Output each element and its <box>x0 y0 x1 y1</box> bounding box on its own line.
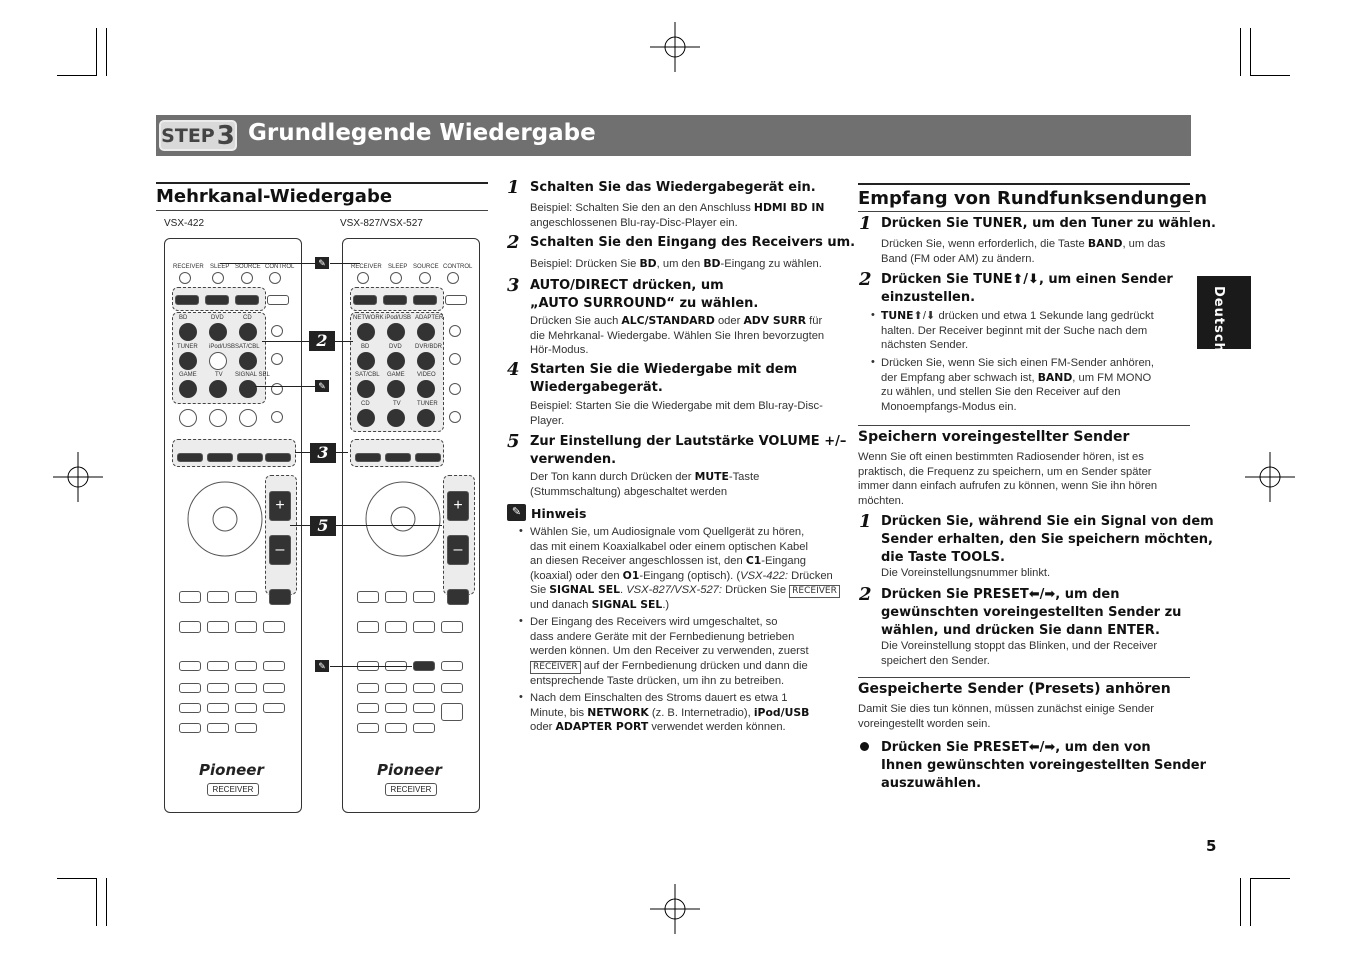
crop-mark <box>1250 878 1251 926</box>
step-number: 2 <box>859 269 872 290</box>
crop-mark <box>96 878 97 926</box>
step-2-title: Schalten Sie den Eingang des Receivers um. <box>530 235 856 250</box>
remote-receiver-label: RECEIVER <box>207 783 259 796</box>
note-icon: ✎ <box>315 380 329 392</box>
step-badge <box>159 120 237 151</box>
page-title: Grundlegende Wiedergabe <box>248 120 596 146</box>
pioneer-logo: Pioneer <box>377 761 442 779</box>
multichannel-heading: Mehrkanal-Wiedergabe <box>156 186 393 207</box>
step-5-body: Der Ton kann durch Drücken der MUTE-Taste (Stummschaltung) abgeschaltet werden <box>530 470 760 498</box>
model-label-b: VSX-827/VSX-527 <box>340 218 423 229</box>
listen-heading: Gespeicherte Sender (Presets) anhören <box>858 681 1171 697</box>
arrow-up-down-icon: ⬆/⬇ <box>913 310 936 322</box>
step-1-body: Beispiel: Schalten Sie den an den Anschluss HDMI BD IN angeschlossenen Blu-ray-Disc-Player ein. <box>530 201 825 229</box>
radio-step-2-title: Drücken Sie TUNE⬆/⬇, um einen Sender einzustellen. <box>881 272 1173 305</box>
bullet-dot: • <box>871 309 875 321</box>
crop-mark <box>1250 878 1290 879</box>
callout-leader <box>336 525 442 526</box>
step-3-title: AUTO/DIRECT drücken, um „AUTO SURROUND“ zu wählen. <box>530 278 759 311</box>
callout-leader <box>255 386 315 387</box>
registration-mark <box>650 884 700 934</box>
section-rule <box>858 183 1190 185</box>
registration-mark <box>1245 452 1295 502</box>
step-2-body: Beispiel: Drücken Sie BD, um den BD-Eingang zu wählen. <box>530 257 822 270</box>
step-number: 1 <box>859 511 872 532</box>
remote-control-vsx422: RECEIVER SLEEP SOURCE CONTROL BD DVD CD TUNER iPod/USB SAT/CBL GAME TV SIGNAL SEL + – Pioneer RECEIVER <box>164 238 302 813</box>
step-number: 3 <box>507 275 520 296</box>
crop-mark <box>106 28 107 76</box>
pioneer-logo: Pioneer <box>199 761 264 779</box>
callout-step-5: 5 <box>310 516 336 536</box>
presets-step-2-body: Die Voreinstellung stoppt das Blinken, und der Receiver speichert den Sender. <box>881 640 1158 667</box>
radio-step-2-bullet-1: TUNE⬆/⬇ drücken und etwa 1 Sekunde lang gedrückt halten. Der Receiver beginnt mit der Suche nach dem nächsten Sender. <box>881 309 1154 351</box>
step-word: STEP <box>161 124 215 147</box>
section-rule <box>858 211 1190 212</box>
section-rule <box>156 182 488 184</box>
bullet-dot: • <box>519 691 523 703</box>
callout-leader <box>295 452 311 453</box>
bullet-dot: • <box>871 356 875 368</box>
step-number: 2 <box>859 584 872 605</box>
remote-control-vsx827: RECEIVER SLEEP SOURCE CONTROL NETWORK iPod/USB ADAPTER BD DVD DVR/BDR SAT/CBL GAME VIDEO CD TV TUNER + – Pioneer RECEIVER <box>342 238 480 813</box>
crop-mark <box>1240 878 1241 926</box>
registration-mark <box>650 22 700 72</box>
crop-mark <box>57 878 97 879</box>
crop-mark <box>1240 28 1241 76</box>
presets-heading: Speichern voreingestellter Sender <box>858 429 1130 445</box>
step-4-title: Starten Sie die Wiedergabe mit dem Wiedergabegerät. <box>530 362 798 395</box>
step-number: 3 <box>216 120 235 151</box>
note-icon: ✎ <box>315 660 329 672</box>
callout-leader <box>220 263 316 264</box>
callout-step-2: 2 <box>309 331 335 351</box>
step-number: 4 <box>507 359 520 380</box>
callout-step-3: 3 <box>310 443 336 463</box>
presets-intro: Wenn Sie oft einen bestimmten Radiosender hören, ist es praktisch, die Frequenz zu speichern, um en Sender später immer dann einfach aufrufen zu können, wenn Sie ihn hören möchten. <box>858 451 1158 507</box>
note-bullet-1: Wählen Sie, um Audiosignale vom Quellgerät zu hören, das mit einem Koaxialkabel oder einem optischen Kabel an diesen Receiver angeschlossen ist, den C1-Eingang (koaxial) oder den O1-Eingang (optisch). (VSX-422: Drücken Sie SIGNAL SEL. VSX-827/VSX-527: Drücken Sie RECEIVER und danach SIGNAL SEL.) <box>530 525 850 613</box>
step-number: 5 <box>507 431 520 452</box>
presets-step-1-body: Die Voreinstellungsnummer blinkt. <box>881 567 1051 579</box>
crop-mark <box>96 28 97 76</box>
note-icon: ✎ <box>315 257 329 269</box>
crop-mark <box>1250 28 1251 76</box>
model-label-a: VSX-422 <box>164 218 205 229</box>
step-5-title: Zur Einstellung der Lautstärke VOLUME +/– verwenden. <box>530 434 847 467</box>
listen-step-title: Drücken Sie PRESET⬅/➡, um den von Ihnen gewünschten voreingestellten Sender auszuwählen. <box>881 740 1207 791</box>
arrow-up-down-icon: ⬆/⬇ <box>1012 272 1039 287</box>
note-bullet-2: Der Eingang des Receivers wird umgeschaltet, so dass andere Geräte mit der Fernbedienung betrieben werden können. Um den Receiver zu verwenden, zuerst RECEIVER auf der Fernbedienung drücken und dann die entsprechende Taste drücken, um ihn zu betreiben. <box>530 616 809 687</box>
section-rule <box>858 425 1190 426</box>
radio-step-2-bullet-2: Drücken Sie, wenn Sie sich einen FM-Sender anhören, der Empfang aber schwach ist, BAND, um FM MONO zu wählen, und stellen Sie den Receiver auf den Monoempfangs-Modus ein. <box>881 357 1154 413</box>
bullet-dot: • <box>519 615 523 627</box>
step-number: 2 <box>507 232 520 253</box>
crop-mark <box>57 75 97 76</box>
crop-mark <box>1250 75 1290 76</box>
note-icon: ✎ <box>507 504 526 521</box>
callout-leader <box>330 666 412 667</box>
callout-leader <box>335 341 353 342</box>
bullet-dot <box>860 742 869 751</box>
registration-mark <box>53 452 103 502</box>
page-number: 5 <box>1206 837 1217 855</box>
header-bar <box>156 115 1191 156</box>
radio-step-1-body: Drücken Sie, wenn erforderlich, die Taste BAND, um das Band (FM oder AM) zu ändern. <box>881 237 1166 265</box>
arrow-left-right-icon: ⬅/➡ <box>1028 740 1056 755</box>
language-tab-label: Deutsch <box>1211 286 1226 353</box>
bullet-dot: • <box>519 525 523 537</box>
step-3-body: Drücken Sie auch ALC/STANDARD oder ADV SURR für die Mehrkanal- Wiedergabe. Wählen Sie Ihren bevorzugten Hör-Modus. <box>530 314 825 356</box>
radio-heading: Empfang von Rundfunksendungen <box>858 188 1208 209</box>
step-1-title: Schalten Sie das Wiedergabegerät ein. <box>530 180 816 195</box>
section-rule <box>156 210 488 211</box>
remote-receiver-label: RECEIVER <box>385 783 437 796</box>
arrow-left-right-icon: ⬅/➡ <box>1028 587 1056 602</box>
step-4-body: Beispiel: Starten Sie die Wiedergabe mit dem Blu-ray-Disc- Player. <box>530 400 823 427</box>
callout-leader <box>290 525 310 526</box>
step-number: 1 <box>507 177 520 198</box>
note-heading: Hinweis <box>531 506 587 521</box>
callout-leader <box>336 452 348 453</box>
presets-step-2-title: Drücken Sie PRESET⬅/➡, um den gewünschten voreingestellten Sender zu wählen, und drücken Sie dann ENTER. <box>881 587 1182 638</box>
presets-step-1-title: Drücken Sie, während Sie ein Signal von dem Sender erhalten, den Sie speichern möchten, die Taste TOOLS. <box>881 514 1214 565</box>
step-number: 1 <box>859 213 872 234</box>
section-rule <box>858 677 1190 678</box>
crop-mark <box>106 878 107 926</box>
note-bullet-3: Nach dem Einschalten des Stroms dauert es etwa 1 Minute, bis NETWORK (z. B. Internetradio), iPod/USB oder ADAPTER PORT verwendet werden können. <box>530 692 810 733</box>
callout-leader <box>330 263 360 264</box>
callout-leader <box>262 341 310 342</box>
listen-intro: Damit Sie dies tun können, müssen zunächst einige Sender voreingestellt worden sein. <box>858 703 1155 730</box>
language-tab <box>1197 276 1251 353</box>
radio-step-1-title: Drücken Sie TUNER, um den Tuner zu wählen. <box>881 216 1216 231</box>
